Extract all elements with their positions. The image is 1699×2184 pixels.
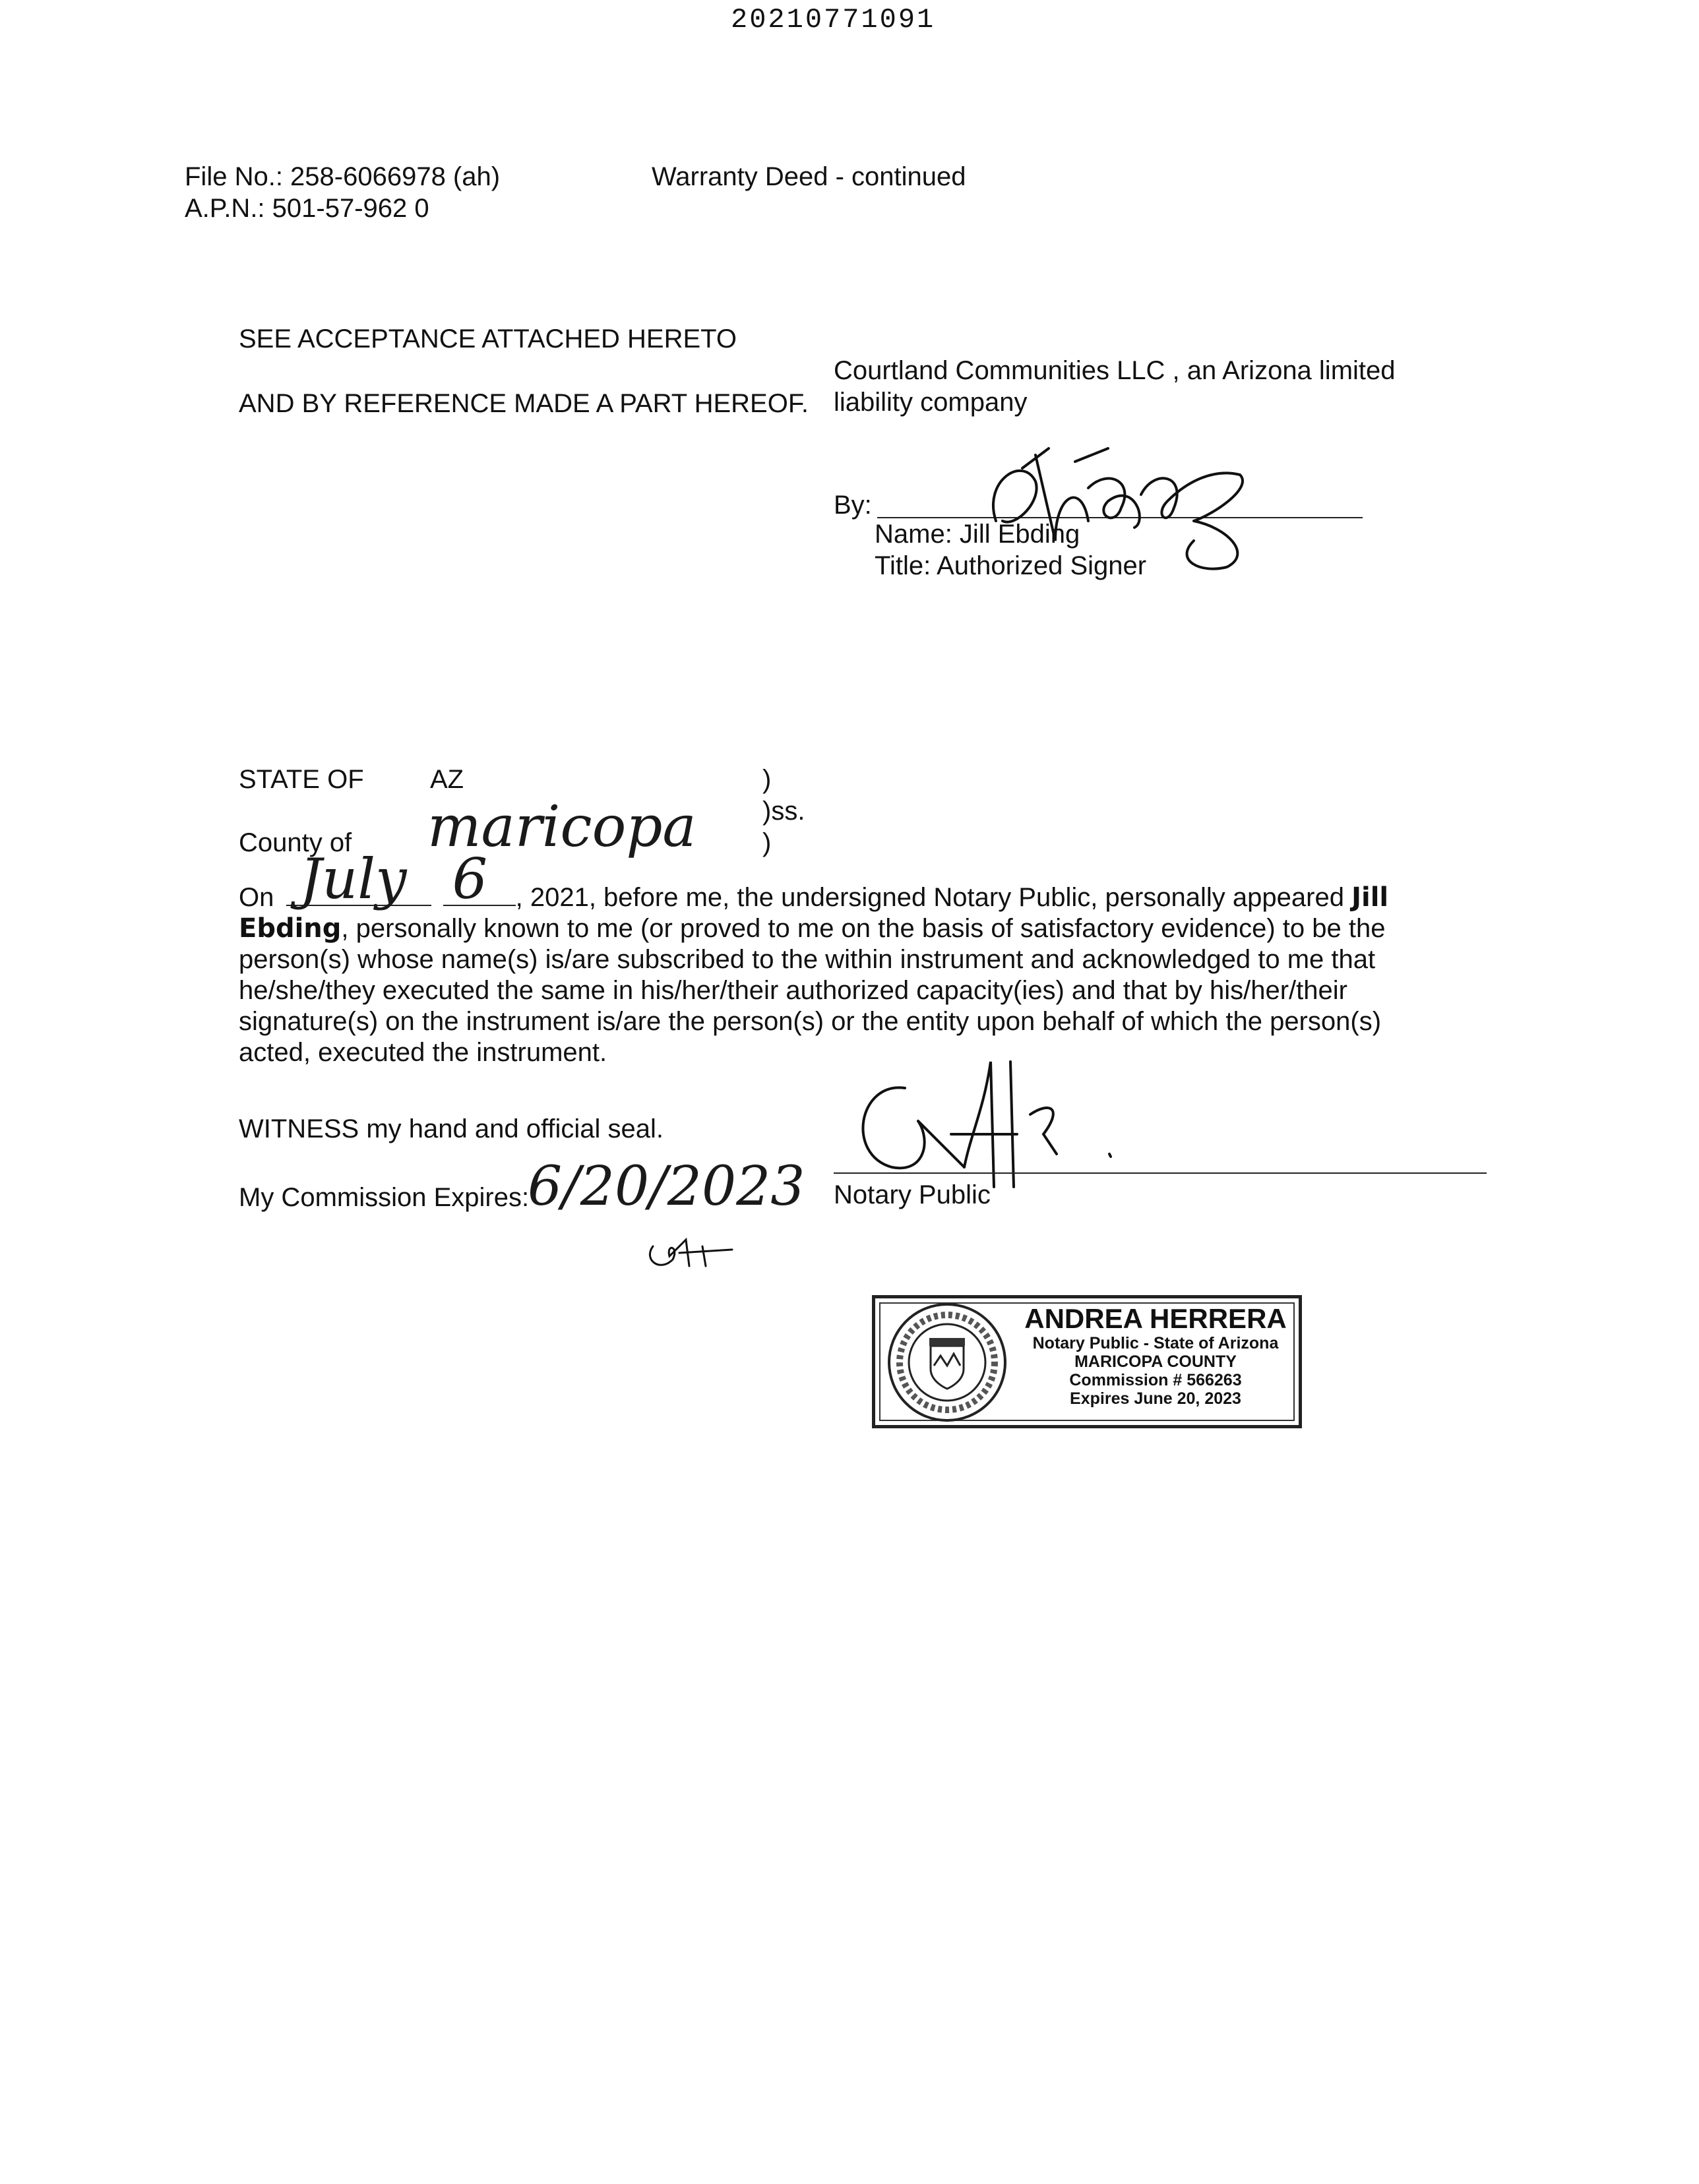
seal-line-4: Expires June 20, 2023: [1070, 1389, 1241, 1408]
ack-day-blank: [443, 847, 516, 911]
ack-line-3: person(s) whose name(s) is/are subscribed to the within instrument and acknowledged to me that: [239, 945, 1376, 974]
venue-ss: )ss.: [762, 797, 805, 826]
commission-label: My Commission Expires:: [239, 1183, 530, 1212]
notary-signature-line: [834, 1172, 1487, 1174]
ack-line-5: signature(s) on the instrument is/are the person(s) or the entity upon behalf of which the person(s): [239, 1007, 1382, 1036]
grantor-title: Title: Authorized Signer: [875, 551, 1147, 580]
witness-text: WITNESS my hand and official seal.: [239, 1114, 664, 1143]
state-value: AZ: [430, 765, 464, 794]
ack-day-handwritten: 6: [452, 847, 488, 911]
grantor-company-line-2: liability company: [834, 388, 1028, 417]
ack-signer-first: Jill: [1351, 882, 1389, 913]
document-title: Warranty Deed - continued: [652, 162, 966, 191]
ack-signer-last: Ebding: [239, 913, 342, 944]
ack-line-1-rest: , 2021, before me, the undersigned Notary Public, personally appeared: [515, 883, 1344, 912]
venue-bracket-bottom: ): [762, 828, 772, 857]
state-label: STATE OF: [239, 765, 364, 794]
recording-number: 20210771091: [731, 4, 936, 36]
ack-line-4: he/she/they executed the same in his/her/their authorized capacity(ies) and that by his/her/their: [239, 976, 1347, 1005]
ack-on: On: [239, 883, 274, 912]
notary-seal-stamp: [872, 1295, 1302, 1428]
notary-signature: [832, 1055, 1136, 1200]
venue-bracket-top: ): [762, 765, 772, 794]
ack-month-blank: [286, 847, 431, 911]
acknowledgment-paragraph: [239, 847, 1452, 1068]
apn-number: A.P.N.: 501-57-962 0: [185, 194, 429, 223]
seal-line-1: Notary Public - State of Arizona: [1032, 1334, 1279, 1352]
grantor-company-line-1: Courtland Communities LLC , an Arizona limited: [834, 356, 1396, 385]
by-label: By:: [834, 491, 872, 520]
ack-line-2-rest: , personally known to me (or proved to me on the basis of satisfactory evidence) to be the: [341, 914, 1386, 943]
ack-line-6: acted, executed the instrument.: [239, 1038, 607, 1067]
county-label: County of: [239, 828, 352, 857]
seal-line-2: MARICOPA COUNTY: [1074, 1352, 1237, 1371]
acceptance-line-2: AND BY REFERENCE MADE A PART HEREOF.: [239, 389, 809, 418]
notary-public-label: Notary Public: [834, 1180, 991, 1209]
seal-text-block: [1020, 1304, 1291, 1408]
state-seal-icon: [884, 1300, 1010, 1425]
acceptance-line-1: SEE ACCEPTANCE ATTACHED HERETO: [239, 324, 737, 353]
seal-line-3: Commission # 566263: [1069, 1371, 1242, 1389]
commission-handwritten: 6/20/2023: [528, 1155, 805, 1218]
ack-month-handwritten: July: [299, 847, 407, 911]
file-number: File No.: 258-6066978 (ah): [185, 162, 501, 191]
seal-notary-name: ANDREA HERRERA: [1024, 1303, 1287, 1334]
county-handwritten: maricopa: [427, 794, 696, 860]
commission-initials: [640, 1227, 745, 1279]
grantor-name: Name: Jill Ebding: [875, 520, 1080, 549]
